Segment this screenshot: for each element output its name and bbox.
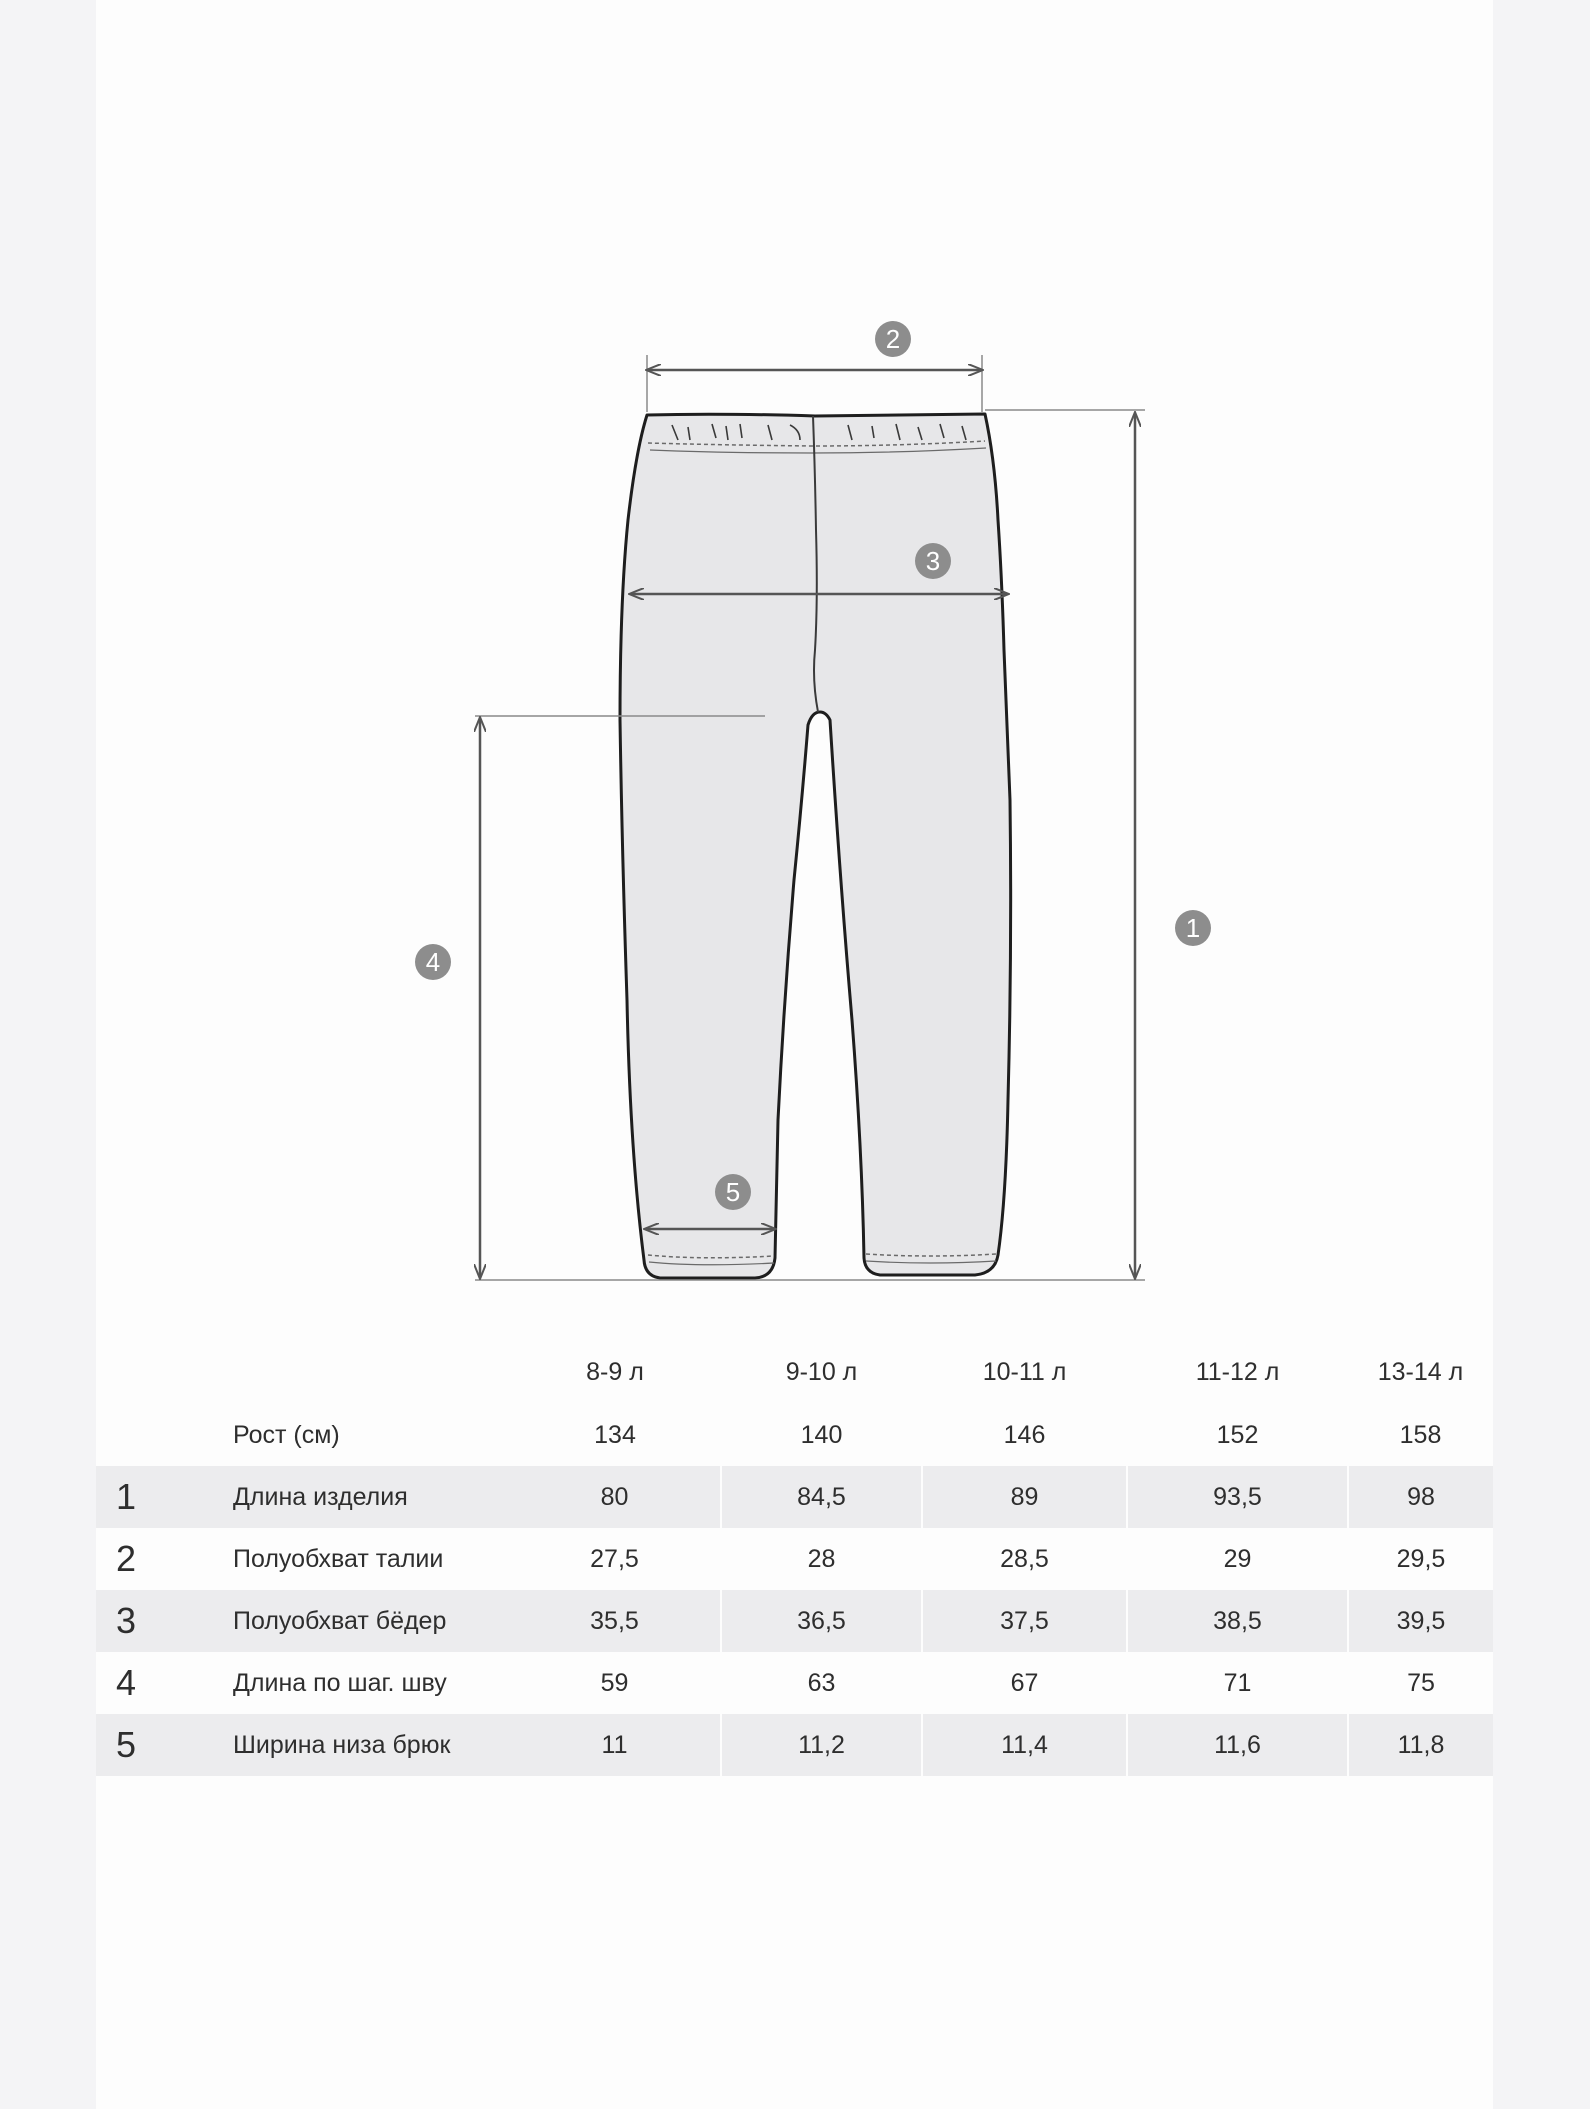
table-cell: 84,5 (721, 1466, 922, 1528)
table-cell: 11,2 (721, 1714, 922, 1776)
table-cell: 11,4 (922, 1714, 1127, 1776)
table-cell: 59 (509, 1652, 721, 1714)
table-cell: 28 (721, 1528, 922, 1590)
table-cell: 93,5 (1127, 1466, 1348, 1528)
table-cell: 35,5 (509, 1590, 721, 1652)
table-cell: 67 (922, 1652, 1127, 1714)
table-cell: 27,5 (509, 1528, 721, 1590)
row-number: 2 (96, 1528, 156, 1590)
table-cell: 11,8 (1348, 1714, 1493, 1776)
table-cell: 63 (721, 1652, 922, 1714)
table-cell: 38,5 (1127, 1590, 1348, 1652)
table-cell: 152 (1216, 1420, 1259, 1449)
table-cell: 75 (1348, 1652, 1493, 1714)
table-cell: 37,5 (922, 1590, 1127, 1652)
table-cell: 39,5 (1348, 1590, 1493, 1652)
svg-text:4: 4 (425, 947, 441, 977)
pants-outline (620, 414, 1011, 1278)
table-cell: 158 (1399, 1420, 1442, 1449)
row-label: Рост (см) (233, 1420, 340, 1449)
row-label: Длина по шаг. шву (156, 1652, 509, 1714)
size-header-row (96, 1340, 1493, 1404)
table-cell: 80 (509, 1466, 721, 1528)
table-row (96, 1714, 1493, 1776)
row-number: 1 (96, 1466, 156, 1528)
size-header: 10-11 л (982, 1357, 1067, 1386)
row-label: Полуобхват талии (156, 1528, 509, 1590)
svg-text:1: 1 (1185, 913, 1201, 943)
table-cell: 89 (922, 1466, 1127, 1528)
table-cell: 146 (1003, 1420, 1046, 1449)
table-row (96, 1466, 1493, 1528)
table-cell: 134 (594, 1420, 636, 1449)
table-cell: 71 (1127, 1652, 1348, 1714)
table-row (96, 1528, 1493, 1590)
table-cell: 140 (800, 1420, 843, 1449)
table-row (96, 1652, 1493, 1714)
height-row (96, 1404, 1493, 1466)
row-number: 4 (96, 1652, 156, 1714)
marker-badge-4 (415, 944, 451, 980)
size-header: 11-12 л (1195, 1357, 1280, 1386)
svg-text:5: 5 (725, 1177, 741, 1207)
table-cell: 28,5 (922, 1528, 1127, 1590)
row-label: Ширина низа брюк (156, 1714, 509, 1776)
table-cell: 29 (1127, 1528, 1348, 1590)
size-chart-table (96, 1340, 1493, 1776)
marker-badge-5 (715, 1174, 751, 1210)
table-cell: 11,6 (1127, 1714, 1348, 1776)
table-cell: 98 (1348, 1466, 1493, 1528)
table-cell: 29,5 (1348, 1528, 1493, 1590)
svg-text:2: 2 (885, 324, 901, 354)
table-cell: 11 (509, 1714, 721, 1776)
size-header: 13-14 л (1377, 1357, 1464, 1386)
marker-badge-1 (1175, 910, 1211, 946)
size-header: 8-9 л (586, 1357, 644, 1386)
table-row (96, 1590, 1493, 1652)
marker-badge-2 (875, 321, 911, 357)
marker-badge-3 (915, 543, 951, 579)
table-cell: 36,5 (721, 1590, 922, 1652)
row-label: Полуобхват бёдер (156, 1590, 509, 1652)
svg-text:3: 3 (925, 546, 941, 576)
row-number: 3 (96, 1590, 156, 1652)
size-header: 9-10 л (785, 1357, 858, 1386)
row-label: Длина изделия (156, 1466, 509, 1528)
row-number: 5 (96, 1714, 156, 1776)
